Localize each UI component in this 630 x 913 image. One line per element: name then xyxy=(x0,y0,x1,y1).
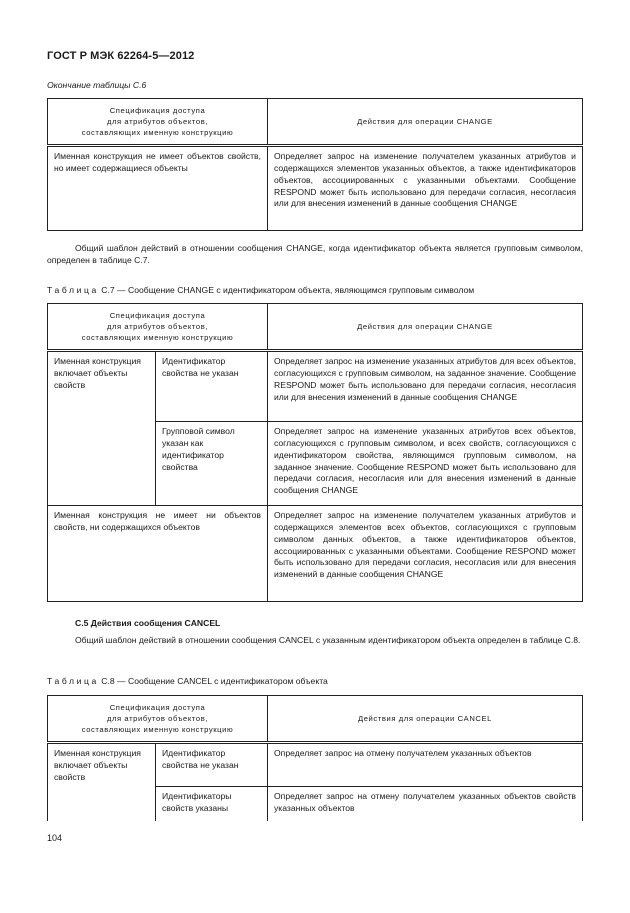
document-header: ГОСТ Р МЭК 62264-5—2012 xyxy=(47,50,195,62)
table-c7-group-label: Именная конструкция включает объекты свойств xyxy=(48,351,156,506)
page-number: 104 xyxy=(47,833,63,843)
table-c8-row1-action: Определяет запрос на отмену получателем указанных объектов xyxy=(268,743,583,787)
table-c6-spec-cell: Именная конструкция не имеет объектов свойств, но имеет содержащиеся объекты xyxy=(48,146,268,231)
table-c8-group-label: Именная конструкция включает объекты свойств xyxy=(48,743,156,821)
section-c5-title: С.5 Действия сообщения CANCEL xyxy=(75,618,221,628)
table-c7-row1-action: Определяет запрос на изменение указанных атрибутов для всех объектов, согласующихся с групповым символом, на заданное значение. Сообщение RESPOND может быть использовано для передачи согласия, несогласия или для внесения изменений в данные сообщения CHANGE xyxy=(268,351,583,422)
table-c7-col2-header: Действия для операции CHANGE xyxy=(268,304,583,351)
table-c7-row3-action: Определяет запрос на изменение получателем указанных атрибутов и содержащихся элементов всех объектов, согласующихся с групповым символом данных объектов, а также идентификаторов объектов, ассоциированных с указанными объектами. Сообщение RESPOND может быть использовано для передачи согласия, несогласия или для внесения изменений в данные сообщения CHANGE xyxy=(268,506,583,602)
table-c6-action-cell: Определяет запрос на изменение получателем указанных атрибутов и содержащихся элементов указанных объектов, а также идентификаторов объектов, ассоциированных с указанными объектами. Сообщение RESPOND может быть использовано для передачи согласия, несогласия или для внесения изменений в данные сообщения CHANGE xyxy=(268,146,583,231)
table-c7-row1-sub: Идентификатор свойства не указан xyxy=(156,351,268,422)
table-c7-row2-sub: Групповой символ указан как идентификатор свойства xyxy=(156,422,268,506)
table-c8-row2-sub: Идентификаторы свойств указаны xyxy=(156,787,268,821)
table-c6-col1-header: Спецификация доступа для атрибутов объектов, составляющих именную конструкцию xyxy=(48,99,268,146)
table-c8 xyxy=(47,695,583,821)
table-c6-caption: Окончание таблицы С.6 xyxy=(47,80,147,90)
table-c7-caption: Таблица С.7 — Сообщение CHANGE с идентификатором объекта, являющимся групповым символом xyxy=(47,285,475,295)
table-c6 xyxy=(47,98,583,231)
paragraph-c8-intro: Общий шаблон действий в отношении сообщения CANCEL с указанным идентификатором объекта определен в таблице С.8. xyxy=(75,635,581,645)
table-c8-row2-action: Определяет запрос на отмену получателем указанных объектов свойств указанных объектов xyxy=(268,787,583,821)
table-c8-col2-header: Действия для операции CANCEL xyxy=(268,696,583,743)
table-c8-col1-header: Спецификация доступа для атрибутов объектов, составляющих именную конструкцию xyxy=(48,696,268,743)
table-c7-row3-spec: Именная конструкция не имеет ни объектов свойств, ни содержащихся объектов xyxy=(48,506,268,602)
table-c7 xyxy=(47,303,583,602)
table-c8-caption: Таблица С.8 — Сообщение CANCEL с идентификатором объекта xyxy=(47,676,328,686)
table-c6-col2-header: Действия для операции CHANGE xyxy=(268,99,583,146)
paragraph-c7-intro: Общий шаблон действий в отношении сообщения CHANGE, когда идентификатор объекта является групповым символом, определен в таблице С.7. xyxy=(47,243,583,265)
table-c7-col1-header: Спецификация доступа для атрибутов объектов, составляющих именную конструкцию xyxy=(48,304,268,351)
table-c8-row1-sub: Идентификатор свойства не указан xyxy=(156,743,268,787)
table-c7-row2-action: Определяет запрос на изменение указанных атрибутов всех объектов, согласующихся с групповым символом, и всех свойств, согласующихся с идентификатором свойства, являющимся групповым символом, на заданное значение. Сообщение RESPOND может быть использовано для передачи согласия, несогласия или для внесения изменений в данные сообщения CHANGE xyxy=(268,422,583,506)
